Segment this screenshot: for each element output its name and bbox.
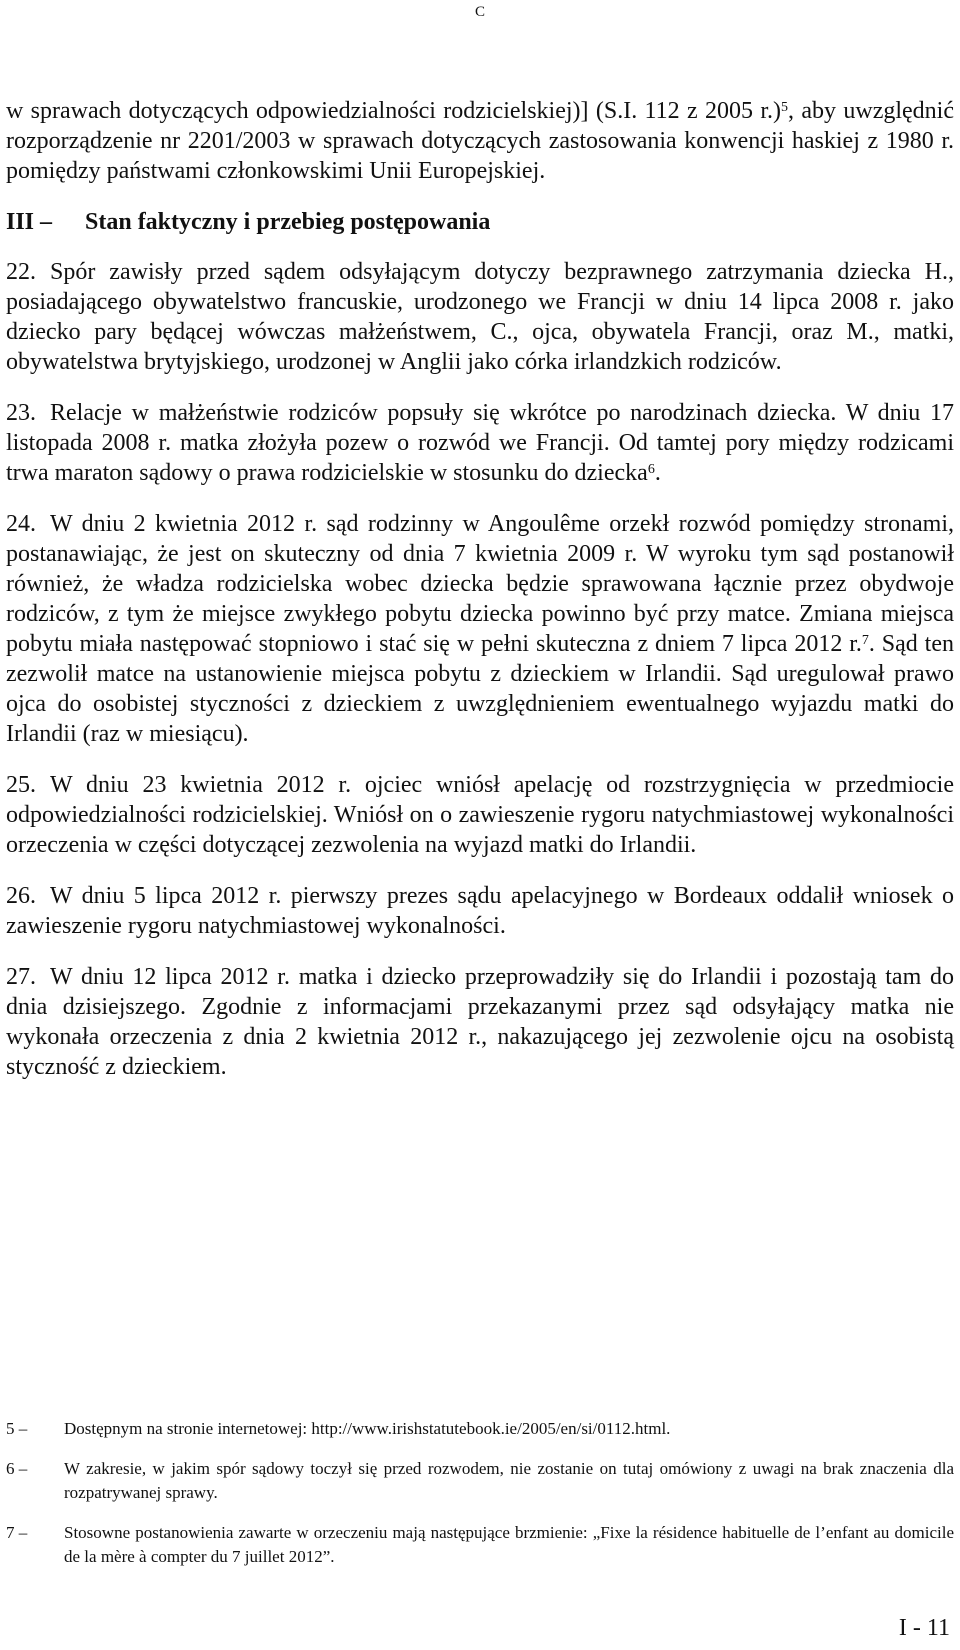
paragraph-23: [6, 398, 954, 488]
footnote-ref-5[interactable]: 5: [781, 100, 789, 115]
footnote-mark: 5 –: [6, 1419, 28, 1438]
paragraph-24: [6, 509, 954, 749]
paragraph-number: 26.: [6, 883, 36, 909]
paragraph-text: W dniu 2 kwietnia 2012 r. sąd rodzinny w Angoulême orzekł rozwód pomiędzy stronami, postanawiając, że jest on skuteczny od dnia 7 kwietnia 2009 r. W wyroku tym sąd postanowił również, że władza rodzicielska wobec dziecka będzie sprawowana łącznie przez obydwoje rodziców, z tym że miejsce zwykłego pobytu dziecka powinno być przy matce. Zmiana miejsca pobytu miała następować stopniowo i stać się w pełni skuteczna z dniem 7 lipca 2012 r.: [6, 511, 954, 657]
footnote-6: [6, 1457, 954, 1505]
paragraph-number: 27.: [6, 964, 36, 990]
paragraph-26: [6, 881, 954, 941]
intro-text-a: w sprawach dotyczących odpowiedzialności rodzicielskiej)] (S.I. 112 z 2005 r.): [6, 98, 782, 124]
paragraph-25: [6, 770, 954, 860]
footnotes: [6, 1417, 954, 1585]
footnote-ref-6[interactable]: 6: [647, 462, 655, 477]
paragraph-number: 23.: [6, 400, 36, 426]
paragraph-number: 25.: [6, 772, 36, 798]
paragraph-text: W dniu 12 lipca 2012 r. matka i dziecko przeprowadziły się do Irlandii i pozostają tam do dnia dzisiejszego. Zgodnie z informacjami przekazanymi przez sąd odsyłający matka nie wykonała orzeczenia z dnia 2 kwietnia 2012 r., nakazującego jej zezwolenie ojcu na osobistą styczność z dzieckiem.: [6, 964, 954, 1080]
section-number: III –: [6, 209, 53, 235]
paragraph-text: Relacje w małżeństwie rodziców popsuły się wkrótce po narodzinach dziecka. W dniu 17 listopada 2008 r. matka złożyła pozew o rozwód we Francji. Od tamtej pory między rodzicami trwa maraton sądowy o prawa rodzicielskie w stosunku do dziecka: [6, 400, 954, 486]
paragraph-27: [6, 962, 954, 1082]
footnote-mark: 7 –: [6, 1523, 28, 1542]
paragraph-number: 22.: [6, 259, 36, 285]
header-mark: C: [474, 4, 485, 20]
footnote-mark: 6 –: [6, 1459, 28, 1478]
paragraph-text: W dniu 23 kwietnia 2012 r. ojciec wniósł apelację od rozstrzygnięcia w przedmiocie odpowiedzialności rodzicielskiej. Wniósł on o zawieszenie rygoru natychmiastowej wykonalności orzeczenia w części dotyczącej zezwolenia na wyjazd matki do Irlandii.: [6, 772, 954, 858]
paragraph-text: W dniu 5 lipca 2012 r. pierwszy prezes sądu apelacyjnego w Bordeaux oddalił wniosek o zawieszenie rygoru natychmiastowej wykonalności.: [6, 883, 954, 939]
section-title: Stan faktyczny i przebieg postępowania: [85, 209, 491, 235]
document-body: [6, 96, 954, 1103]
footnote-text: Stosowne postanowienia zawarte w orzeczeniu mają następujące brzmienie: „Fixe la résidence habituelle de l’enfant au domicile de la mère à compter du 7 juillet 2012”.: [64, 1523, 954, 1566]
intro-paragraph: [6, 96, 954, 186]
footnote-7: [6, 1521, 954, 1569]
paragraph-text-end: . Sąd ten zezwolił matce na ustanowienie miejsca pobytu z dzieckiem w Irlandii. Sąd uregulował prawo ojca do osobistej styczności z dzieckiem z uwzględnieniem ewentualnego wyjazdu matki do Irlandii (raz w miesiącu).: [6, 631, 954, 747]
footnote-text: Dostępnym na stronie internetowej: http://www.irishstatutebook.ie/2005/en/si/0112.html.: [64, 1419, 671, 1438]
paragraph-number: 24.: [6, 511, 36, 537]
footnote-text: W zakresie, w jakim spór sądowy toczył się przed rozwodem, nie zostanie on tutaj omówiony z uwagi na brak znaczenia dla rozpatrywanej sprawy.: [64, 1459, 954, 1502]
section-heading: [6, 207, 954, 237]
intro-text-b: , aby uwzględnić rozporządzenie nr 2201/2003 w sprawach dotyczących zastosowania konwencji haskiej z 1980 r. pomiędzy państwami członkowskimi Unii Europejskiej.: [6, 98, 954, 184]
footnote-5: [6, 1417, 954, 1441]
paragraph-22: [6, 257, 954, 377]
paragraph-text-end: .: [654, 460, 661, 486]
page-number: I - 11: [898, 1615, 950, 1641]
footnote-ref-7[interactable]: 7: [861, 633, 869, 648]
paragraph-text: Spór zawisły przed sądem odsyłającym dotyczy bezprawnego zatrzymania dziecka H., posiadającego obywatelstwo francuskie, urodzonego we Francji w dniu 14 lipca 2008 r. jako dziecko pary będącej wówczas małżeństwem, C., ojca, obywatela Francji, oraz M., matki, obywatelstwa brytyjskiego, urodzonej w Anglii jako córka irlandzkich rodziców.: [6, 259, 954, 375]
